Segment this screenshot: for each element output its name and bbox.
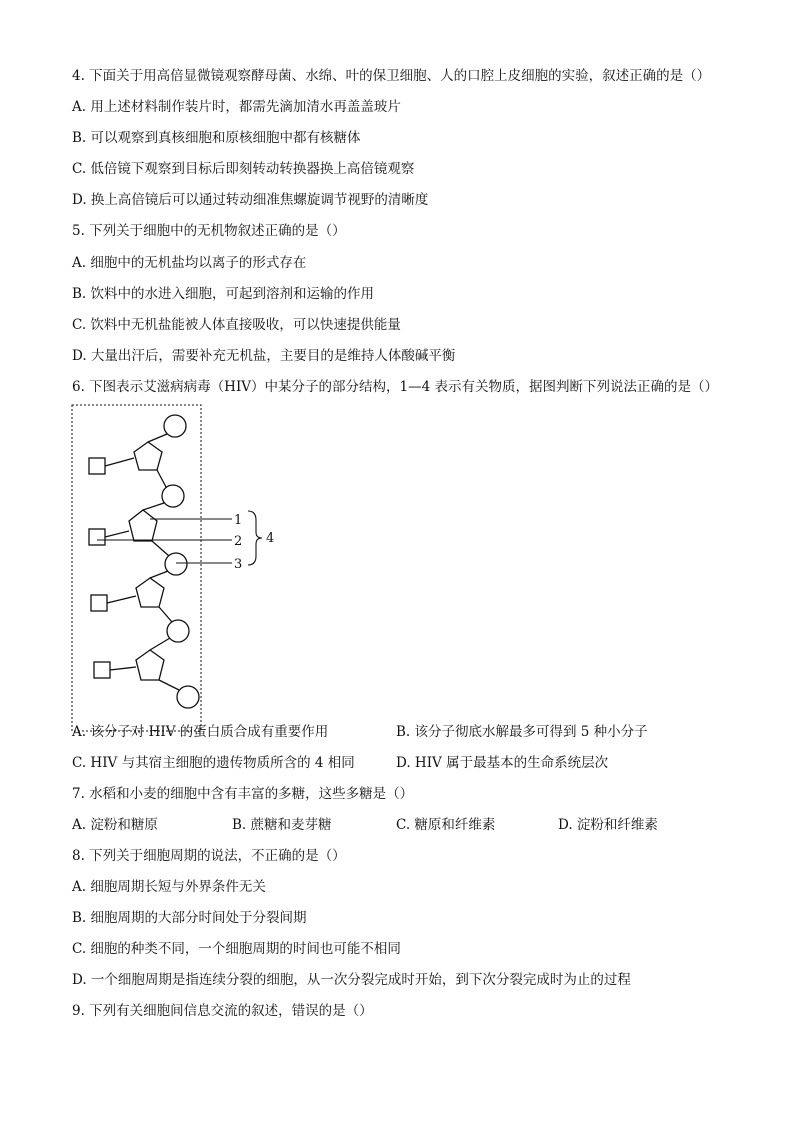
q6-option-b: B. 该分子彻底水解最多可得到 5 种小分子 [396,724,648,740]
q7-stem: 7. 水稻和小麦的细胞中含有丰富的多糖，这些多糖是（） [72,786,414,802]
q8-option-d: D. 一个细胞周期是指连续分裂的细胞，从一次分裂完成时开始，到下次分裂完成时为止的过程 [72,972,631,988]
base-square [89,529,105,545]
base-square [89,458,105,474]
q5-option-d: D. 大量出汗后，需要补充无机盐，主要目的是维持人体酸碱平衡 [72,348,456,364]
q6-option-a: A. 该分子对 HIV 的蛋白质合成有重要作用 [72,724,329,740]
q4-option-c: C. 低倍镜下观察到目标后即刻转动转换器换上高倍镜观察 [72,161,415,177]
q8-option-a: A. 细胞周期长短与外界条件无关 [72,879,266,895]
q8-option-c: C. 细胞的种类不同，一个细胞周期的时间也可能不相同 [72,941,401,957]
phosphate-circle [165,553,187,575]
phosphate-circle [177,686,199,708]
q7-option-d: D. 淀粉和纤维素 [558,817,658,833]
q5-option-a: A. 细胞中的无机盐均以离子的形式存在 [72,255,307,271]
q4-option-b: B. 可以观察到真核细胞和原核细胞中都有核糖体 [72,130,361,146]
phosphate-circle [162,485,184,507]
sugar-pentagon [136,578,164,607]
q8-option-b: B. 细胞周期的大部分时间处于分裂间期 [72,910,307,926]
q7-option-b: B. 蔗糖和麦芽糖 [232,817,332,833]
q4-option-d: D. 换上高倍镜后可以通过转动细准焦螺旋调节视野的清晰度 [72,192,429,208]
brace [248,511,262,565]
sugar-pentagon [136,650,164,680]
q4-option-a: A. 用上述材料制作装片时，都需先滴加清水再盖盖玻片 [72,99,401,115]
figure-label-1: 1 [234,513,243,528]
q4-stem: 4. 下面关于用高倍显微镜观察酵母菌、水绵、叶的保卫细胞、人的口腔上皮细胞的实验，叙述正确的是（） [72,68,711,84]
sugar-pentagon [134,442,162,470]
figure-dashed-frame [72,405,201,731]
q6-stem: 6. 下图表示艾滋病病毒（HIV）中某分子的部分结构，1—4 表示有关物质，据图判断下列说法正确的是（） [72,379,718,395]
q7-option-c: C. 糖原和纤维素 [396,817,496,833]
q7-option-a: A. 淀粉和糖原 [72,817,158,833]
figure-label-3: 3 [234,557,243,572]
phosphate-circle [167,620,189,642]
q5-option-b: B. 饮料中的水进入细胞，可起到溶剂和运输的作用 [72,286,375,302]
base-square [94,662,110,678]
q6-option-d: D. HIV 属于最基本的生命系统层次 [396,755,609,771]
q8-stem: 8. 下列关于细胞周期的说法，不正确的是（） [72,848,346,864]
base-square [91,595,107,611]
q6-option-c: C. HIV 与其宿主细胞的遗传物质所含的 4 相同 [72,755,355,771]
phosphate-circle [164,415,186,437]
sugar-pentagon [129,510,157,541]
figure-label-2: 2 [234,534,243,549]
q9-stem: 9. 下列有关细胞间信息交流的叙述，错误的是（） [72,1003,373,1019]
q5-stem: 5. 下列关于细胞中的无机物叙述正确的是（） [72,223,346,239]
q5-option-c: C. 饮料中无机盐能被人体直接吸收，可以快速提供能量 [72,317,401,333]
figure-label-4: 4 [266,531,275,546]
